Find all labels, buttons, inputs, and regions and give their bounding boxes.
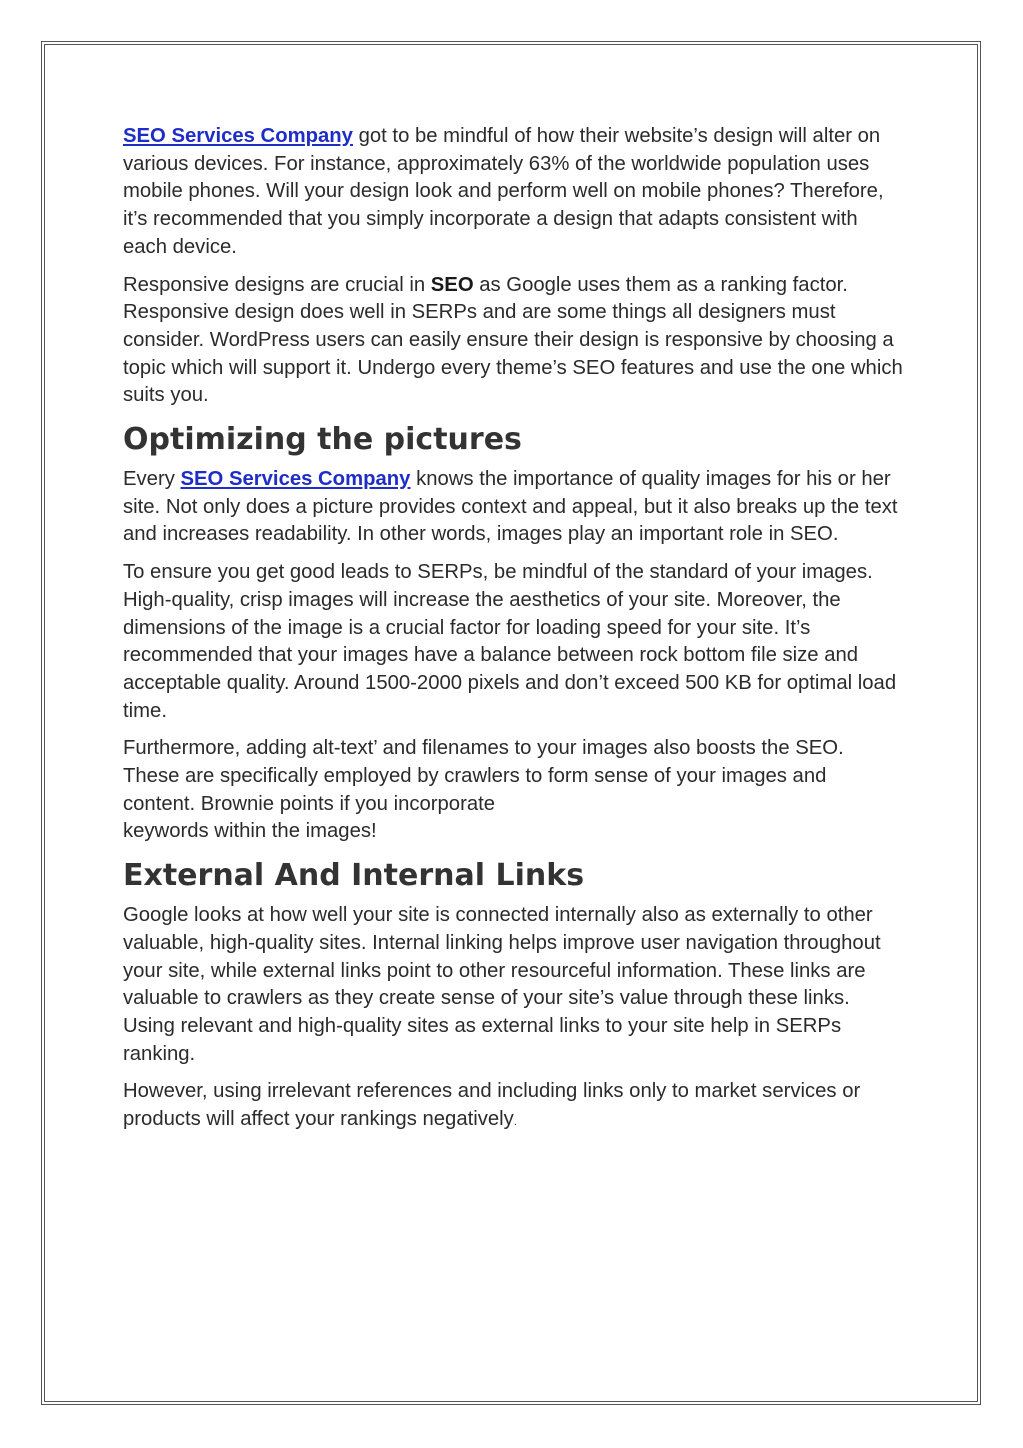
heading-external-internal-links: External And Internal Links: [123, 858, 585, 894]
paragraph-intro: [123, 123, 903, 262]
document-body: [123, 123, 903, 1147]
paragraph-irrelevant-text: However, using irrelevant references and including links only to market services or products will affect your rankings negatively: [123, 1080, 861, 1131]
paragraph-alt-text-line1: Furthermore, adding alt-text’ and filenames to your images also boosts the SEO. These are specifically employed by crawlers to form sense of your images and content. Brownie points if you incorporate: [123, 737, 844, 815]
heading-optimizing-pictures: Optimizing the pictures: [123, 422, 522, 458]
paragraph-responsive-after: as Google uses them as a ranking factor. Responsive design does well in SERPs and are some things all designers must consider. WordPress users can easily ensure their design is responsive by choosing a topic which will support it. Undergo every theme’s SEO features and use the one which suits you.: [123, 273, 903, 407]
paragraph-irrelevant-references: [123, 1078, 903, 1136]
paragraph-images-after: knows the importance of quality images for his or her site. Not only does a picture provides context and appeal, but it also breaks up the text and increases readability. In other words, images play an important role in SEO.: [123, 468, 898, 546]
seo-services-company-link[interactable]: SEO Services Company: [123, 125, 353, 147]
paragraph-images-before: Every: [123, 468, 181, 491]
paragraph-period: .: [513, 1116, 517, 1129]
paragraph-linking: Google looks at how well your site is connected internally also as externally to other valuable, high-quality sites. Internal linking helps improve user navigation throughout your site, while external links point to other resourceful information. These links are valuable to crawlers as they create sense of your site’s value through these links. Using relevant and high-quality sites as external links to your site help in SERPs ranking.: [123, 904, 881, 1065]
paragraph-responsive-before: Responsive designs are crucial in: [123, 273, 431, 296]
paragraph-alt-text-line2: keywords within the images!: [123, 820, 377, 843]
seo-bold-term: SEO: [430, 273, 474, 296]
paragraph-image-quality: To ensure you get good leads to SERPs, be mindful of the standard of your images. High-quality, crisp images will increase the aesthetics of your site. Moreover, the dimensions of the image is a crucial factor for loading speed for your site. It’s recommended that your images have a balance between rock bottom file size and acceptable quality. Around 1500-2000 pixels and don’t exceed 500 KB for optimal load time.: [123, 561, 897, 722]
paragraph-alt-text: [123, 735, 903, 846]
paragraph-responsive: [123, 272, 903, 411]
paragraph-intro-text: got to be mindful of how their website’s design will alter on various devices. For instance, approximately 63% of the worldwide population uses mobile phones. Will your design look and perform well on mobile phones? Therefore, it’s recommended that you simply incorporate a design that adapts consistent with each device.: [123, 125, 884, 258]
paragraph-images-importance: [123, 466, 903, 549]
seo-services-company-link-2[interactable]: SEO Services Company: [180, 468, 411, 491]
